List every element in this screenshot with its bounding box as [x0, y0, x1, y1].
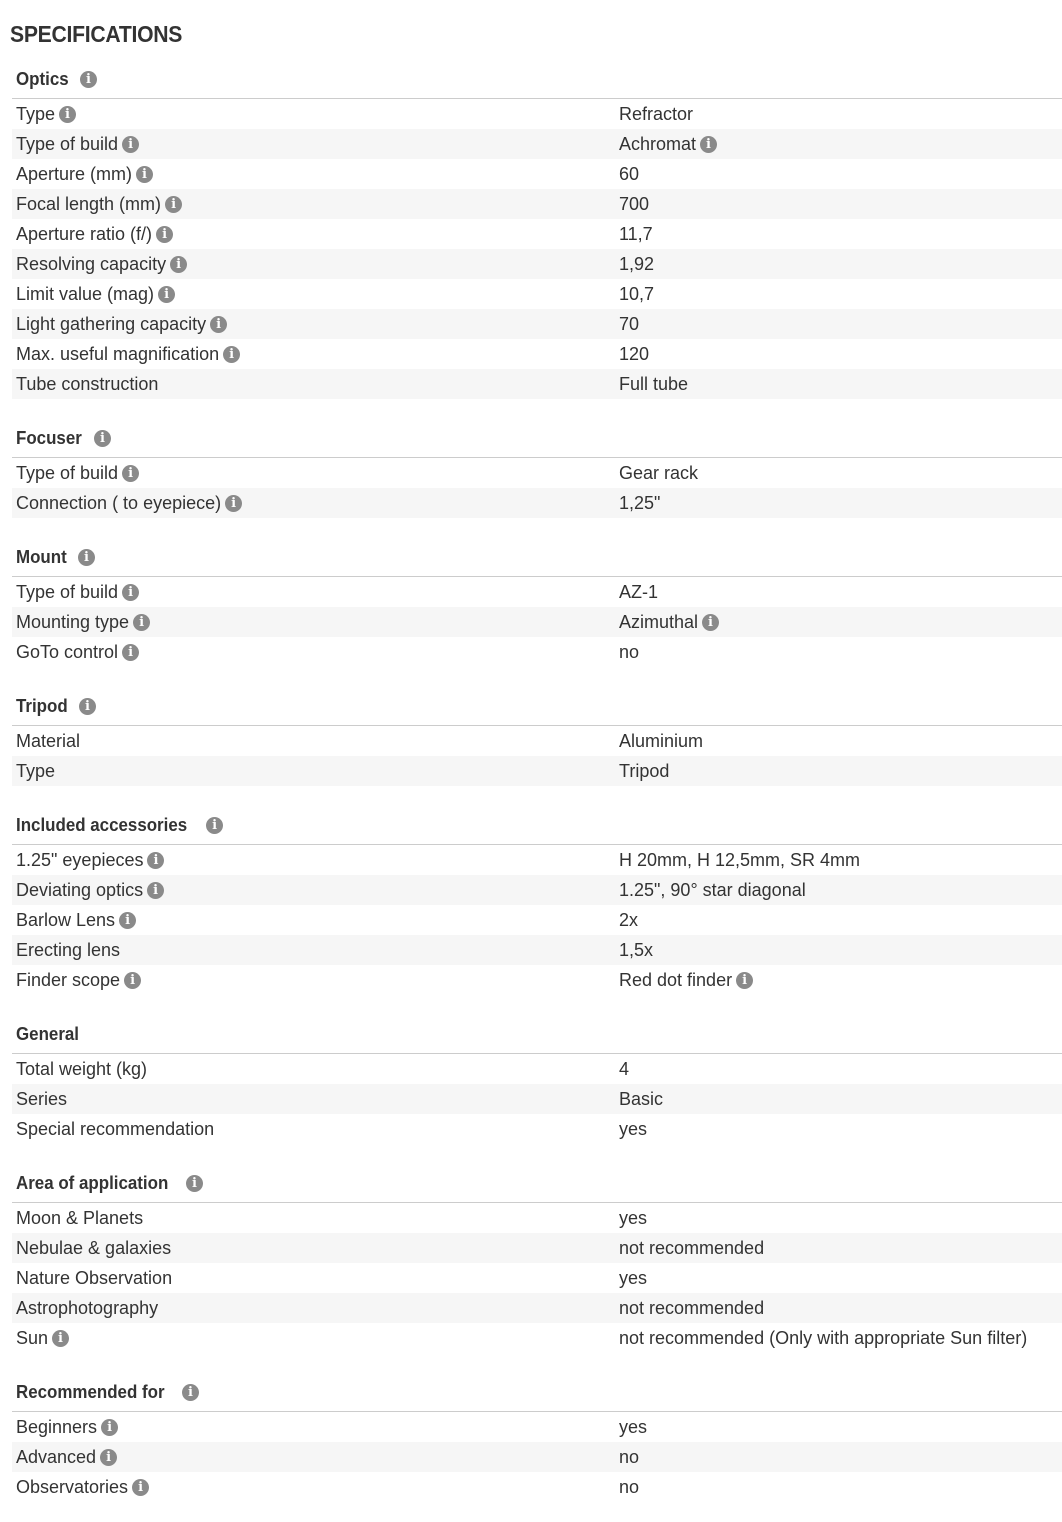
info-icon[interactable]: [170, 256, 187, 273]
spec-value-cell: [619, 1238, 1062, 1259]
spec-value-cell: [619, 224, 1062, 245]
spec-row: [12, 1114, 1062, 1144]
section-title: Included accessories: [16, 814, 188, 835]
specifications-list: [12, 60, 1062, 1522]
spec-value-cell: [619, 463, 1062, 484]
spec-label-cell: [12, 970, 619, 991]
spec-label: Type of build: [16, 462, 119, 483]
spec-label: Mounting type: [16, 611, 130, 632]
info-icon[interactable]: [186, 1175, 203, 1192]
info-icon[interactable]: [736, 972, 753, 989]
info-icon[interactable]: [133, 614, 150, 631]
spec-label-cell: [12, 910, 619, 931]
spec-value-cell: [619, 374, 1062, 395]
info-icon[interactable]: [119, 912, 136, 929]
section-title: Optics: [16, 68, 69, 89]
spec-value: Aluminium: [619, 730, 704, 751]
spec-label: Limit value (mag): [16, 283, 155, 304]
info-icon[interactable]: [158, 286, 175, 303]
spec-row: [12, 309, 1062, 339]
spec-label-cell: [12, 1238, 619, 1259]
spec-section-area-of-application: [12, 1164, 1062, 1353]
spec-value-cell: [619, 582, 1062, 603]
spec-label-cell: [12, 1208, 619, 1229]
spec-row: [12, 1293, 1062, 1323]
spec-value-cell: [619, 1059, 1062, 1080]
spec-label: Type of build: [16, 133, 119, 154]
spec-label: Finder scope: [16, 969, 121, 990]
spec-value-cell: [619, 134, 1062, 155]
spec-label: Type: [16, 103, 56, 124]
spec-value: not recommended: [619, 1237, 765, 1258]
spec-value-cell: [619, 1089, 1062, 1110]
spec-value-cell: [619, 164, 1062, 185]
section-header: [12, 806, 1062, 845]
info-icon[interactable]: [165, 196, 182, 213]
section-title: Tripod: [16, 695, 68, 716]
info-icon[interactable]: [206, 817, 223, 834]
spec-value-cell: [619, 493, 1062, 514]
spec-label-cell: [12, 1059, 619, 1080]
spec-row: [12, 1203, 1062, 1233]
info-icon[interactable]: [80, 71, 97, 88]
spec-label-cell: [12, 104, 619, 125]
info-icon[interactable]: [94, 430, 111, 447]
info-icon[interactable]: [52, 1330, 69, 1347]
spec-value-cell: [619, 1328, 1062, 1349]
spec-value: 700: [619, 193, 650, 214]
section-header: [12, 419, 1062, 458]
spec-row: [12, 756, 1062, 786]
spec-value-cell: [619, 1268, 1062, 1289]
spec-row: [12, 219, 1062, 249]
spec-label-cell: [12, 1268, 619, 1289]
spec-label-cell: [12, 642, 619, 663]
info-icon[interactable]: [124, 972, 141, 989]
spec-label: Sun: [16, 1327, 49, 1348]
spec-value-cell: [619, 344, 1062, 365]
spec-label-cell: [12, 314, 619, 335]
spec-value: yes: [619, 1416, 648, 1437]
spec-section-recommended-for: [12, 1373, 1062, 1502]
spec-label: Moon & Planets: [16, 1207, 144, 1228]
spec-row: [12, 905, 1062, 935]
spec-label-cell: [12, 194, 619, 215]
section-header: [12, 1373, 1062, 1412]
spec-value: H 20mm, H 12,5mm, SR 4mm: [619, 849, 861, 870]
spec-value: 1,5x: [619, 939, 654, 960]
spec-row: [12, 129, 1062, 159]
spec-label-cell: [12, 850, 619, 871]
info-icon[interactable]: [101, 1419, 118, 1436]
spec-value: Red dot finder: [619, 969, 733, 990]
spec-label-cell: [12, 761, 619, 782]
spec-value-cell: [619, 1477, 1062, 1498]
spec-value: 1,92: [619, 253, 655, 274]
spec-label-cell: [12, 612, 619, 633]
spec-label-cell: [12, 493, 619, 514]
spec-value-cell: [619, 940, 1062, 961]
spec-row: [12, 1323, 1062, 1353]
spec-label-cell: [12, 1328, 619, 1349]
spec-value: 120: [619, 343, 650, 364]
spec-value: 70: [619, 313, 640, 334]
spec-label: Deviating optics: [16, 879, 144, 900]
spec-label: Aperture ratio (f/): [16, 223, 153, 244]
spec-value-cell: [619, 642, 1062, 663]
spec-section-focuser: [12, 419, 1062, 518]
spec-value: yes: [619, 1118, 648, 1139]
info-icon[interactable]: [122, 136, 139, 153]
spec-row: [12, 726, 1062, 756]
spec-value: Basic: [619, 1088, 664, 1109]
spec-row: [12, 99, 1062, 129]
spec-label: Erecting lens: [16, 939, 121, 960]
info-icon[interactable]: [702, 614, 719, 631]
info-icon[interactable]: [700, 136, 717, 153]
spec-label-cell: [12, 880, 619, 901]
spec-label: GoTo control: [16, 641, 119, 662]
spec-label-cell: [12, 224, 619, 245]
spec-value: Azimuthal: [619, 611, 699, 632]
info-icon[interactable]: [122, 644, 139, 661]
spec-value-cell: [619, 612, 1062, 633]
info-icon[interactable]: [156, 226, 173, 243]
spec-label-cell: [12, 254, 619, 275]
spec-value-cell: [619, 970, 1062, 991]
spec-label: Barlow Lens: [16, 909, 116, 930]
spec-value-cell: [619, 731, 1062, 752]
info-icon[interactable]: [182, 1384, 199, 1401]
spec-row: [12, 1054, 1062, 1084]
spec-label: Beginners: [16, 1416, 98, 1437]
spec-row: [12, 607, 1062, 637]
page-title: SPECIFICATIONS: [10, 21, 183, 48]
spec-value-cell: [619, 761, 1062, 782]
spec-label-cell: [12, 1417, 619, 1438]
spec-label: Nebulae & galaxies: [16, 1237, 172, 1258]
spec-row: [12, 458, 1062, 488]
spec-section-included-accessories: [12, 806, 1062, 995]
spec-label-cell: [12, 1447, 619, 1468]
spec-label: Total weight (kg): [16, 1058, 148, 1079]
spec-value-cell: [619, 850, 1062, 871]
spec-label-cell: [12, 344, 619, 365]
spec-row: [12, 965, 1062, 995]
spec-label: Tube construction: [16, 373, 159, 394]
section-header: [12, 1164, 1062, 1203]
spec-value: Tripod: [619, 760, 670, 781]
spec-value-cell: [619, 254, 1062, 275]
spec-label: Light gathering capacity: [16, 313, 207, 334]
spec-label-cell: [12, 582, 619, 603]
spec-label-cell: [12, 1298, 619, 1319]
spec-label-cell: [12, 940, 619, 961]
spec-value: Full tube: [619, 373, 689, 394]
spec-label-cell: [12, 284, 619, 305]
spec-value: no: [619, 1476, 640, 1497]
spec-row: [12, 1263, 1062, 1293]
spec-row: [12, 369, 1062, 399]
spec-section-optics: [12, 60, 1062, 399]
spec-label: Observatories: [16, 1476, 129, 1497]
spec-label-cell: [12, 1119, 619, 1140]
spec-label: Nature Observation: [16, 1267, 173, 1288]
spec-label-cell: [12, 731, 619, 752]
section-header: [12, 1015, 1062, 1054]
info-icon[interactable]: [147, 882, 164, 899]
spec-row: [12, 488, 1062, 518]
info-icon[interactable]: [100, 1449, 117, 1466]
spec-row: [12, 845, 1062, 875]
spec-value-cell: [619, 880, 1062, 901]
section-header: [12, 538, 1062, 577]
spec-section-general: [12, 1015, 1062, 1144]
spec-label: Resolving capacity: [16, 253, 167, 274]
spec-label: Special recommendation: [16, 1118, 215, 1139]
info-icon[interactable]: [59, 106, 76, 123]
spec-label: Material: [16, 730, 81, 751]
spec-row: [12, 1472, 1062, 1502]
info-icon[interactable]: [210, 316, 227, 333]
spec-row: [12, 1442, 1062, 1472]
spec-row: [12, 875, 1062, 905]
spec-label: Max. useful magnification: [16, 343, 220, 364]
spec-value: no: [619, 641, 640, 662]
spec-value-cell: [619, 1447, 1062, 1468]
spec-value-cell: [619, 1208, 1062, 1229]
spec-label-cell: [12, 374, 619, 395]
spec-label-cell: [12, 463, 619, 484]
info-icon[interactable]: [79, 698, 96, 715]
spec-value-cell: [619, 1417, 1062, 1438]
spec-value: yes: [619, 1207, 648, 1228]
section-header: [12, 687, 1062, 726]
spec-label: Connection ( to eyepiece): [16, 492, 222, 513]
spec-row: [12, 1084, 1062, 1114]
info-icon[interactable]: [136, 166, 153, 183]
spec-value: Refractor: [619, 103, 694, 124]
spec-value: not recommended: [619, 1297, 765, 1318]
section-title: Recommended for: [16, 1381, 165, 1402]
spec-value: Achromat: [619, 133, 697, 154]
spec-value: AZ-1: [619, 581, 659, 602]
spec-value: 4: [619, 1058, 630, 1079]
spec-row: [12, 249, 1062, 279]
spec-label: Type of build: [16, 581, 119, 602]
spec-value: not recommended (Only with appropriate Sun filter): [619, 1327, 1028, 1348]
spec-value: Gear rack: [619, 462, 699, 483]
section-title: Mount: [16, 546, 67, 567]
spec-row: [12, 279, 1062, 309]
spec-section-tripod: [12, 687, 1062, 786]
spec-label-cell: [12, 164, 619, 185]
spec-row: [12, 1412, 1062, 1442]
spec-value: 2x: [619, 909, 639, 930]
spec-value-cell: [619, 194, 1062, 215]
spec-value-cell: [619, 284, 1062, 305]
spec-row: [12, 159, 1062, 189]
section-title: General: [16, 1023, 80, 1044]
spec-row: [12, 189, 1062, 219]
spec-row: [12, 577, 1062, 607]
spec-value-cell: [619, 910, 1062, 931]
spec-value: no: [619, 1446, 640, 1467]
info-icon[interactable]: [147, 852, 164, 869]
info-icon[interactable]: [223, 346, 240, 363]
info-icon[interactable]: [225, 495, 242, 512]
spec-value: 1.25", 90° star diagonal: [619, 879, 806, 900]
spec-label-cell: [12, 134, 619, 155]
spec-label: Series: [16, 1088, 68, 1109]
spec-row: [12, 637, 1062, 667]
section-title: Area of application: [16, 1172, 169, 1193]
spec-value: 1,25": [619, 492, 661, 513]
spec-value-cell: [619, 1298, 1062, 1319]
spec-value-cell: [619, 1119, 1062, 1140]
info-icon[interactable]: [132, 1479, 149, 1496]
spec-label-cell: [12, 1089, 619, 1110]
spec-label: 1.25" eyepieces: [16, 849, 144, 870]
spec-label: Focal length (mm): [16, 193, 162, 214]
spec-label: Astrophotography: [16, 1297, 159, 1318]
spec-value: 10,7: [619, 283, 655, 304]
spec-value: 11,7: [619, 223, 653, 244]
section-header: [12, 60, 1062, 99]
spec-value-cell: [619, 314, 1062, 335]
info-icon[interactable]: [122, 465, 139, 482]
spec-label-cell: [12, 1477, 619, 1498]
spec-label: Type: [16, 760, 56, 781]
spec-row: [12, 339, 1062, 369]
spec-section-mount: [12, 538, 1062, 667]
spec-value: yes: [619, 1267, 648, 1288]
spec-label: Advanced: [16, 1446, 97, 1467]
spec-value: 60: [619, 163, 640, 184]
spec-label: Aperture (mm): [16, 163, 133, 184]
spec-row: [12, 935, 1062, 965]
spec-value-cell: [619, 104, 1062, 125]
spec-row: [12, 1233, 1062, 1263]
section-title: Focuser: [16, 427, 82, 448]
info-icon[interactable]: [122, 584, 139, 601]
info-icon[interactable]: [78, 549, 95, 566]
